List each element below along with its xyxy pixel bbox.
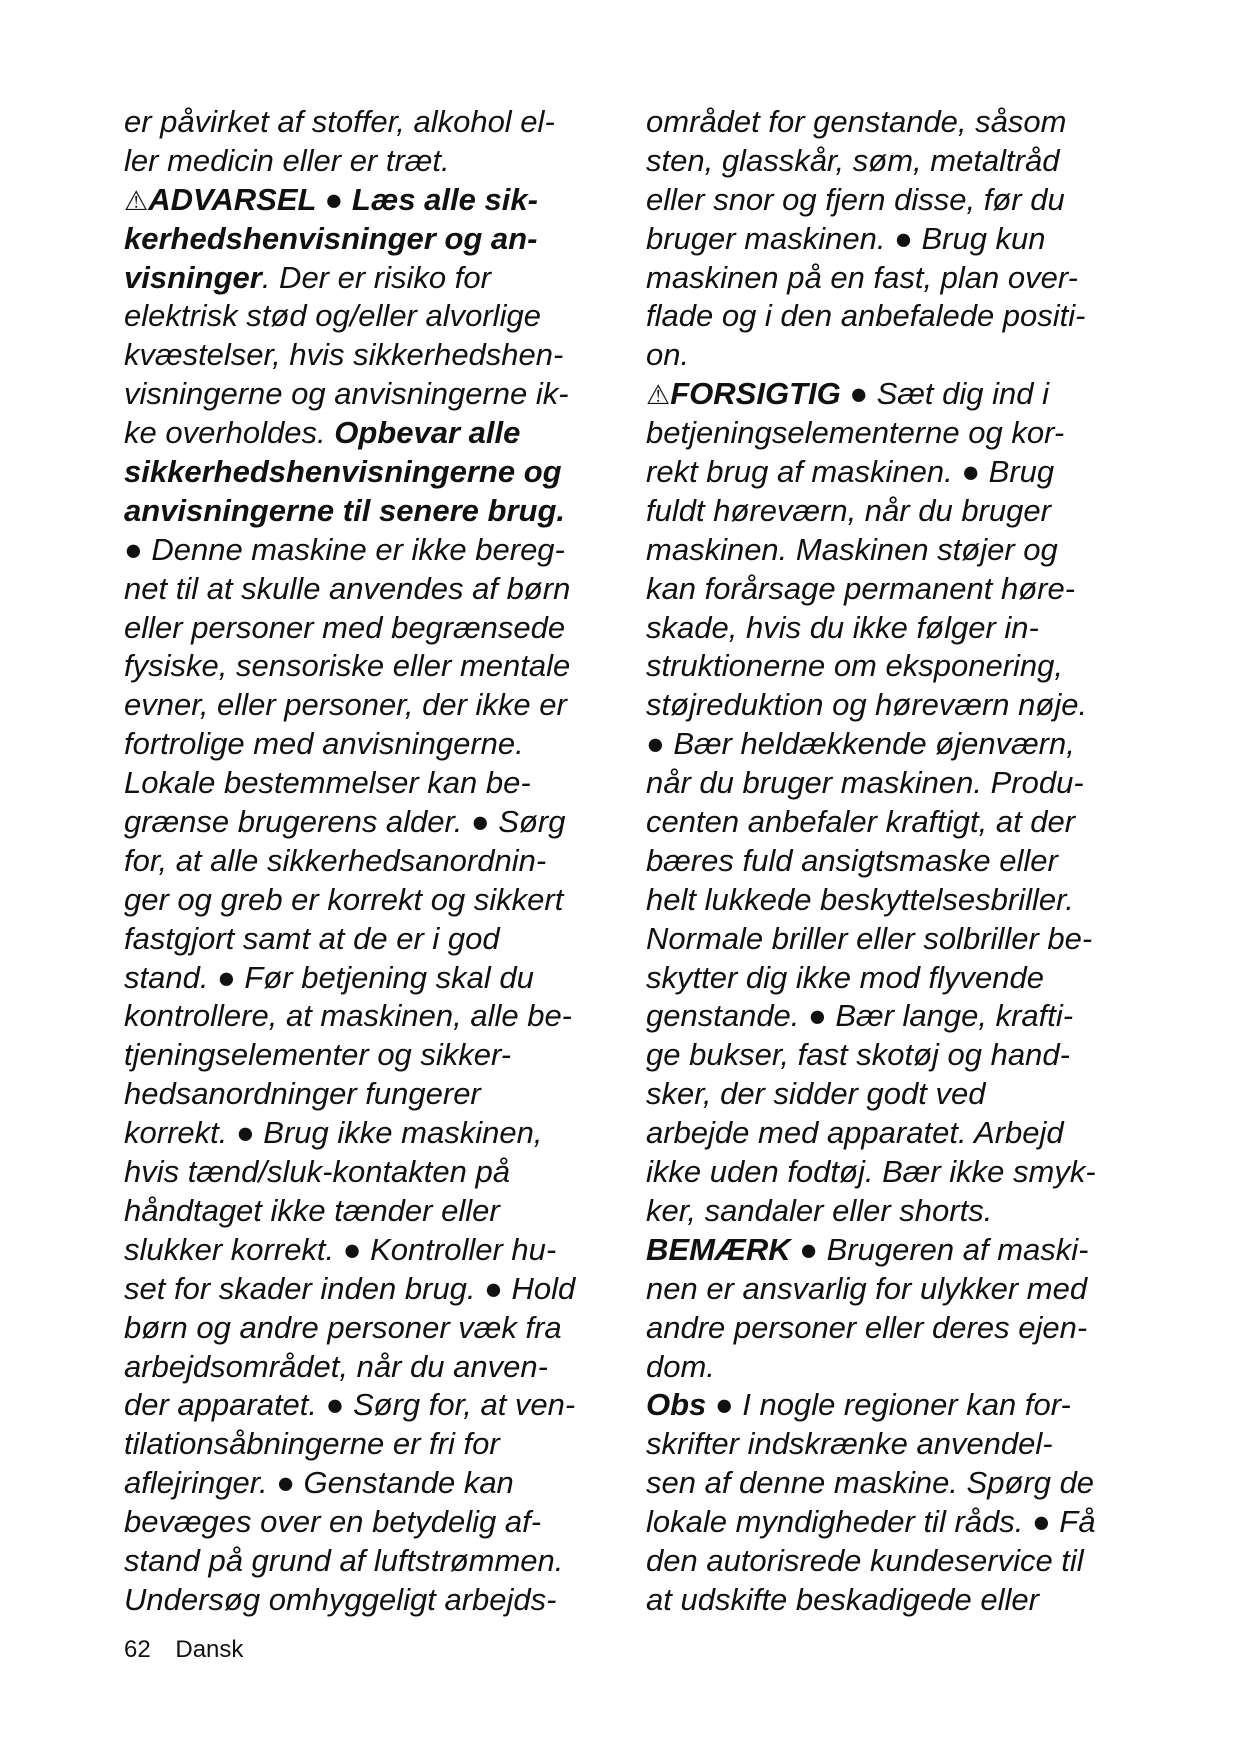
text-run: fuldt høreværn, når du bruger [646,492,1051,528]
text-run: ge bukser, fast skotøj og hand- [646,1037,1070,1073]
text-line [124,297,604,336]
text-line [124,1464,604,1503]
right-text-column [646,103,1126,1620]
text-line [124,336,604,375]
text-run: flade og i den anbefalede positi- [646,298,1086,334]
text-run: tjeningselementer og sikker- [124,1037,512,1073]
text-run: ikke uden fodtøj. Bær ikke smyk- [646,1154,1096,1190]
text-line [124,647,604,686]
bold-text-run: ADVARSEL ● Læs alle sik- [148,181,538,217]
text-run: evner, eller personer, der ikke er [124,687,567,723]
text-line [124,609,604,648]
text-run: . Der er risiko for [261,259,491,295]
text-line [124,1231,604,1270]
text-line [646,803,1126,842]
bold-text-run: FORSIGTIG [670,376,841,412]
bold-text-run: Opbevar alle [334,415,521,451]
text-line [124,181,604,220]
text-run: ● Bær heldækkende øjenværn, [646,726,1075,762]
text-line [124,1075,604,1114]
text-line [646,1270,1126,1309]
text-line [646,375,1126,414]
warning-triangle-icon: ⚠ [646,380,671,411]
text-run: arbejde med apparatet. Arbejd [646,1115,1064,1151]
text-line [646,725,1126,764]
text-line [124,959,604,998]
text-run: at udskifte beskadigede eller [646,1581,1039,1617]
text-line [124,686,604,725]
bold-text-run: anvisningerne til senere brug. [124,492,566,528]
text-run: set for skader inden brug. ● Hold [124,1270,576,1306]
text-line [646,1503,1126,1542]
text-line [646,920,1126,959]
text-run: elektrisk stød og/eller alvorlige [124,298,541,334]
text-line [646,842,1126,881]
text-run: sker, der sidder godt ved [646,1076,986,1112]
text-line [124,764,604,803]
text-run: Normale briller eller solbriller be- [646,920,1093,956]
text-line [646,570,1126,609]
text-line [646,1542,1126,1581]
text-line [124,1309,604,1348]
text-line [646,1075,1126,1114]
text-run: hvis tænd/sluk-kontakten på [124,1154,510,1190]
text-line [124,453,604,492]
text-run: on. [646,337,690,373]
warning-triangle-icon: ⚠ [124,185,149,216]
text-run: ● Brugeren af maski- [790,1231,1089,1267]
text-line [646,959,1126,998]
text-run: ke overholdes. [124,415,335,451]
text-line [646,142,1126,181]
text-line [646,997,1126,1036]
text-line [124,1348,604,1387]
text-run: ger og greb er korrekt og sikkert [124,881,564,917]
text-line [124,803,604,842]
text-line [124,1114,604,1153]
text-run: fastgjort samt at de er i god [124,920,500,956]
text-run: rekt brug af maskinen. ● Brug [646,454,1055,490]
text-line [124,881,604,920]
text-run: den autorisrede kundeservice til [646,1542,1084,1578]
text-run: eller snor og fjern disse, før du [646,181,1065,217]
text-line [646,181,1126,220]
text-run: området for genstande, såsom [646,104,1067,139]
text-run: Lokale bestemmelser kan be- [124,765,531,801]
text-run: ler medicin eller er træt. [124,142,450,178]
text-run: maskinen. Maskinen støjer og [646,531,1058,567]
text-run: visningerne og anvisningerne ik- [124,376,569,412]
text-run: fortrolige med anvisningerne. [124,726,524,762]
text-run: når du bruger maskinen. Produ- [646,765,1084,801]
text-line [124,1425,604,1464]
text-line [124,414,604,453]
text-line [646,1464,1126,1503]
text-line [124,259,604,298]
text-run: ● Denne maskine er ikke bereg- [124,531,565,567]
text-run: kontrollere, at maskinen, alle be- [124,998,573,1034]
text-line [646,1348,1126,1387]
text-run: Undersøg omhyggeligt arbejds- [124,1581,557,1617]
text-line [124,725,604,764]
text-line [646,259,1126,298]
text-run: børn og andre personer væk fra [124,1309,562,1345]
text-run: ● Sæt dig ind i [840,376,1049,412]
text-line [124,1153,604,1192]
text-run: ker, sandaler eller shorts. [646,1192,993,1228]
text-run: hedsanordninger fungerer [124,1076,481,1112]
text-run: kan forårsage permanent høre- [646,570,1076,606]
bold-text-run: BEMÆRK [646,1231,791,1267]
text-run: andre personer eller deres ejen- [646,1309,1088,1345]
text-run: genstande. ● Bær lange, krafti- [646,998,1074,1034]
text-line [646,1114,1126,1153]
text-line [124,1386,604,1425]
text-line [124,1581,604,1620]
text-line [124,997,604,1036]
text-line [124,1542,604,1581]
text-line [646,881,1126,920]
text-run: nen er ansvarlig for ulykker med [646,1270,1088,1306]
text-line [124,142,604,181]
text-run: centen anbefaler kraftigt, at der [646,804,1076,840]
text-run: lokale myndigheder til råds. ● Få [646,1504,1096,1540]
text-line [646,1153,1126,1192]
bold-text-run: kerhedshenvisninger og an- [124,220,538,256]
page-number: 62 [124,1636,151,1663]
text-line [124,375,604,414]
left-text-column [124,103,604,1620]
text-line [646,764,1126,803]
text-run: for, at alle sikkerhedsanordnin- [124,842,547,878]
text-line [646,414,1126,453]
text-run: struktionerne om eksponering, [646,648,1064,684]
text-run: fysiske, sensoriske eller mentale [124,648,571,684]
text-line [124,492,604,531]
text-run: slukker korrekt. ● Kontroller hu- [124,1231,557,1267]
text-run: ● I nogle regioner kan for- [706,1387,1071,1423]
text-line [646,1309,1126,1348]
text-line [646,647,1126,686]
text-run: der apparatet. ● Sørg for, at ven- [124,1387,576,1423]
text-line [646,609,1126,648]
text-line [646,531,1126,570]
text-line [646,1425,1126,1464]
text-run: bevæges over en betydelig af- [124,1504,542,1540]
text-line [646,686,1126,725]
text-line [124,570,604,609]
text-line [124,1036,604,1075]
text-line [646,1036,1126,1075]
text-run: kvæstelser, hvis sikkerhedshen- [124,337,564,373]
text-run: er påvirket af stoffer, alkohol el- [124,104,555,139]
text-line [646,1581,1126,1620]
text-run: bæres fuld ansigtsmaske eller [646,842,1058,878]
text-run: betjeningselementerne og kor- [646,415,1065,451]
text-run: grænse brugerens alder. ● Sørg [124,804,566,840]
text-line [646,220,1126,259]
footer-language: Dansk [175,1636,244,1663]
text-run: dom. [646,1348,715,1384]
text-line [124,1503,604,1542]
text-line [646,1231,1126,1270]
text-line [124,220,604,259]
text-line [124,920,604,959]
text-run: skade, hvis du ikke følger in- [646,609,1039,645]
text-line [124,1270,604,1309]
text-line [646,103,1126,142]
text-run: tilationsåbningerne er fri for [124,1426,500,1462]
text-run: arbejdsområdet, når du anven- [124,1348,548,1384]
bold-text-run: sikkerhedshenvisningerne og [124,454,562,490]
text-run: sten, glasskår, søm, metaltråd [646,142,1060,178]
text-run: eller personer med begrænsede [124,609,566,645]
text-run: skrifter indskrænke anvendel- [646,1426,1053,1462]
bold-text-run: visninger [124,259,262,295]
text-run: skytter dig ikke mod flyvende [646,959,1045,995]
text-run: håndtaget ikke tænder eller [124,1192,500,1228]
text-run: stand på grund af luftstrømmen. [124,1542,564,1578]
text-run: stand. ● Før betjening skal du [124,959,534,995]
text-run: korrekt. ● Brug ikke maskinen, [124,1115,543,1151]
text-line [646,1386,1126,1425]
text-line [124,1192,604,1231]
text-line [646,492,1126,531]
text-line [646,1192,1126,1231]
text-run: helt lukkede beskyttelsesbriller. [646,881,1074,917]
text-line [124,842,604,881]
text-run: aflejringer. ● Genstande kan [124,1465,514,1501]
text-line [646,336,1126,375]
text-line [124,103,604,142]
text-run: maskinen på en fast, plan over- [646,259,1078,295]
text-run: bruger maskinen. ● Brug kun [646,220,1046,256]
text-run: sen af denne maskine. Spørg de [646,1465,1095,1501]
text-line [646,297,1126,336]
text-run: støjreduktion og høreværn nøje. [646,687,1088,723]
bold-text-run: Obs [646,1387,707,1423]
text-line [124,531,604,570]
text-run: net til at skulle anvendes af børn [124,570,571,606]
text-line [646,453,1126,492]
page-footer [124,1636,243,1664]
